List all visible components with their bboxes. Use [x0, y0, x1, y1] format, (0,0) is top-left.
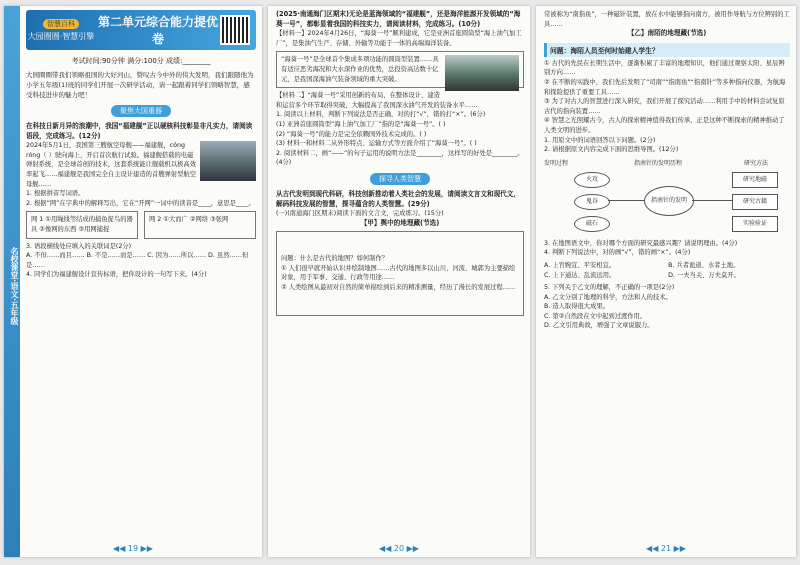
- map-right-node-1: 研究地磁: [732, 172, 778, 188]
- page-title: 第二单元综合能力提优卷: [97, 15, 218, 46]
- map-left-head: 发明过程: [544, 159, 569, 167]
- page-number: ◀◀ 21 ▶▶: [646, 544, 686, 553]
- exam-meta: 考试时间:90分钟 满分:100分 成绩:________: [71, 57, 211, 65]
- sidebar-strip: [4, 6, 20, 557]
- map-link-right: [692, 200, 732, 201]
- carrier-photo: [200, 141, 256, 181]
- map-right-node-3: 实验验证: [732, 216, 778, 232]
- dict-box-2: 网 2 ①大而广 ②网络 ③张网: [149, 216, 229, 224]
- option-4b[interactable]: B. 兵者诡道、水者土地。: [668, 261, 740, 269]
- question-3-lead: 从古代发明到现代科研，科技创新推动着人类社会的发展，请阅读文言文和现代文，解码科技发展的智慧，探寻蕴含的人类智慧。(29分): [276, 189, 520, 208]
- passage-title-a: 【甲】舆中的地理藏(节选): [360, 218, 440, 227]
- series-name: 大园圈圈·智慧引擎: [27, 31, 95, 41]
- platform-photo: [445, 55, 519, 91]
- material-1: 【材料一】2024年4月26日，“海葵一号”顺利建成，它是亚洲首座圆筒型“海上油气加工厂”，是集油气生产、存储、外输等功能于一体的高端海洋装备。: [276, 30, 522, 47]
- question-2-lead: (2025·南通海门区期末)无论是蓝海领域的“福建舰”，还是海洋能源开发领域的“海葵一号”，都彰显着我国的科技实力，请阅读材料，完成练习。(10分): [276, 10, 521, 28]
- option-5b[interactable]: B. 造人取得很大成果。: [544, 303, 609, 311]
- option-5c[interactable]: C. 第②自然段在文中起到过渡作用。: [544, 312, 647, 320]
- page-number: ◀◀ 19 ▶▶: [113, 544, 153, 553]
- option-5a[interactable]: A. 乙文分别了地理的科学，方法和人的技术。: [544, 293, 672, 301]
- series-brand: [26, 19, 96, 42]
- passage-a-box: 问题：什么是古代的地图？如何制作？ ① 人们很早就开始认识并绘制地图……古代的地图多以山川、河流、城郭为主要描绘对象，用于军事、交通、行政等用途…… ② 人类绘图从最初对自然的简单描绘到后来的精准测量，经历了漫长的发展过程……: [276, 231, 524, 315]
- para-4: ④ 智慧之光照耀古今，古人的探索精神值得我们传承，正是这种不断探索的精神推动了人类文明的进步。: [544, 117, 785, 134]
- q2-item-1: 1. 阅读以上材料，判断下列说法是否正确，对的打“√”，错的打“×”。(6分): [276, 111, 486, 119]
- map-right-node-2: 研究古籍: [732, 194, 778, 210]
- q2-item-5: 2. 阅读材料二，画“——”的句子运用的说明方法是________，这样写的好处是________。(4分): [276, 149, 524, 167]
- q3-sub: (一)(南通海门区期末)阅读下面的文言文，完成练习。(15分): [276, 210, 444, 218]
- series-tag: 智慧百科: [43, 19, 79, 29]
- map-right-head: 研究方法: [744, 159, 769, 167]
- map-left-node-3: 磁石: [574, 216, 610, 232]
- para-1: ① 古代的先民在长期生活中，逐渐积累了丰富的地理知识，他们通过观察太阳、星辰辨别方向……: [544, 59, 785, 77]
- qr-code-icon[interactable]: [220, 15, 250, 45]
- option-4c[interactable]: C. 上下通达、乱流远用。: [544, 271, 616, 279]
- option-4a[interactable]: A. 上官婉宜、平安相宜。: [544, 261, 616, 269]
- q3-options: A. 不但……而且…… B. 不是……而是…… C. 因为……所以…… D. 虽然……但是……: [26, 252, 249, 269]
- page-19: [4, 6, 262, 557]
- q2-item-3: (2) “海葵一号”的能力是完全依赖国外技术完成的。( ): [276, 130, 427, 138]
- mind-map: [544, 158, 790, 236]
- page-21: [536, 6, 796, 557]
- page-20: [268, 6, 530, 557]
- material-2: 【材料二】“海葵一号”采用创新的布局，在整体设计、建造和运营多个环节取得突破，大幅提高了我国深水油气开发的装备水平……: [276, 92, 478, 109]
- section-pill: 聚焦大国重器: [111, 105, 171, 117]
- page-number: ◀◀ 20 ▶▶: [379, 544, 419, 553]
- q3-item-5: 5. 下列关于乙文的理解，不正确的一项是(2分): [544, 284, 675, 292]
- q1-item-4: 4. 同学们为福建舰设计宣传标语，把你设计的一句写下来。(4分): [26, 271, 207, 279]
- map-left-node-2: 鬼谷: [574, 194, 610, 210]
- question-1-lead: 在科技日新月异的浪潮中，我国“福建舰”正以硬核科技彰显非凡实力，请阅读语段，完成练习。(12分): [26, 122, 253, 140]
- map-left-node-1: 火攻: [574, 172, 610, 188]
- para-3: ③ 为了对古人的智慧进行深入研究，我们开展了探究活动……利用手中的材料尝试复原古代的指向装置……: [544, 98, 785, 115]
- option-4d[interactable]: D. 一夫当关、万夫莫开。: [668, 271, 740, 279]
- question-banner: 问题：海陌人员至何时始建人学生？: [544, 43, 790, 57]
- dictionary-boxes: [26, 211, 256, 238]
- title-banner: [26, 10, 256, 50]
- intro-text-3: 常被称为“南指鱼”，一种磁针装置，放在水中能够指向南方，被用作导航与方位辨别的工具……: [544, 11, 790, 28]
- passage-text: 2024年5月1日，我国第三艘航空母舰——福建舰，cóng róng（ ）驶向海上，开启首次航行试验。福建舰搭载的电磁弹射系统，是全球首创的技术，这套系统能让舰载机以极高效率起飞……福建舰是我国完全自主设计建造的首艘弹射型航空母舰……: [26, 142, 197, 188]
- q3-item-1: 1. 用原文中的词语回答以下问题。(2分): [544, 136, 656, 144]
- q1-item-1: 1. 根据拼音写词语。: [26, 190, 85, 198]
- q1-item-2: 2. 根据“网”在字典中的解释写出，它在“开网”一词中的读音是____，意思是____。: [26, 199, 255, 207]
- para-2: ② 在不断的实践中，我们先后发明了“司南”“指南鱼”“指南针”等多种指向仪器，为航海和探险提供了重要工具……: [544, 78, 786, 96]
- map-link-left: [608, 200, 644, 201]
- material-1-box: “海葵一号”是全球首个集成多项功能的圆筒型装置……具有适应恶劣海况和大水深作业的优势，总投资高达数十亿元，是我国深海油气装备领域的重大突破。: [276, 51, 524, 88]
- sidebar-label: 名校课堂·语文·五年级: [10, 246, 19, 326]
- map-mid-head: 指南针的发明历程: [634, 159, 683, 167]
- option-5d[interactable]: D. 乙文引用典故，增强了文章说服力。: [544, 322, 654, 330]
- section-pill-2: 探寻人类智慧: [370, 173, 430, 185]
- q3-item-4: 4. 判断下列说法中，对的画“√”，错的画“×”。(4分): [544, 249, 691, 257]
- q2-item-4: (3) 材料一和材料二从外形特点、运输方式等方面介绍了“海葵一号”。( ): [276, 140, 477, 148]
- options-4: [544, 261, 790, 280]
- q1-item-3: 3. 语段横线处应填入的关联词是(2分): [26, 242, 132, 250]
- q3-item-2: 2. 请根据原文内容完成下面的思维导图。(12分): [544, 146, 679, 154]
- dict-box-1: 网 1 ①用绳线等结成的捕鱼捉鸟的器具 ②像网的东西 ③用网捕捉: [31, 216, 133, 233]
- map-center-node: 指南针的发明: [644, 186, 694, 216]
- passage-title-b: 【乙】南陌的地理藏(节选): [627, 29, 707, 38]
- intro-text: 大园圈圈带我们领略祖国的大好河山，赞叹古今中外的伟大发明，我们跟随他为小学五年级(1)班的同学们开展一次研学活动，请一起跟着同学们领略智慧，感受科技进步的魅力吧！: [26, 71, 254, 99]
- q2-item-2: (1) 亚洲首座圆筒型“海上油气加工厂”指的是“海葵一号”。( ): [276, 120, 446, 128]
- q3-item-3: 3. 在地图语文中，你对哪个方面的研究最感兴趣？请说明理由。(4分): [544, 239, 738, 247]
